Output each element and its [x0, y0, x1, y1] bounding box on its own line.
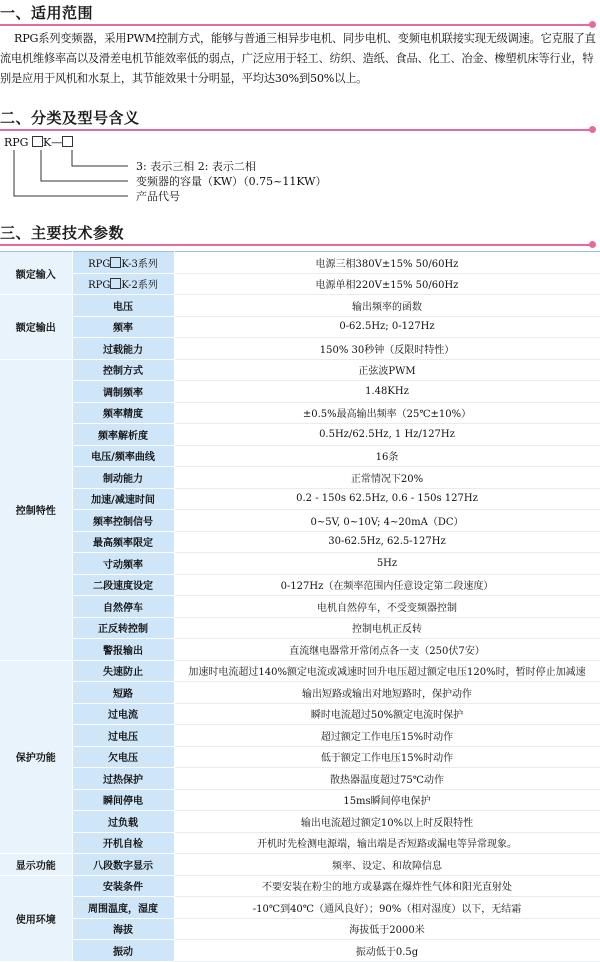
parameter-cell: 寸动频率 — [72, 553, 174, 575]
table-row — [0, 574, 600, 596]
table-row — [0, 660, 600, 682]
table-row — [0, 531, 600, 553]
value-cell: 正弦波PWM — [174, 359, 600, 381]
value-cell: 电机自然停车，不受变频器控制 — [174, 596, 600, 618]
section-header-scope — [0, 2, 600, 23]
spec-table — [0, 251, 600, 962]
parameter-cell — [72, 273, 174, 295]
value-cell: 输出电流超过额定10%以上时反限特性 — [174, 811, 600, 833]
parameter-cell: 自然停车 — [72, 596, 174, 618]
table-row — [0, 617, 600, 639]
value-cell: 输出频率的函数 — [174, 295, 600, 317]
value-cell: 0-127Hz（在频率范围内任意设定第二段速度） — [174, 574, 600, 596]
model-box — [110, 278, 121, 289]
value-cell: 电源三相380V±15% 50/60Hz — [174, 252, 600, 274]
category-cell: 额定输出 — [0, 295, 72, 360]
model-box — [62, 136, 73, 147]
model-line-product-code: 产品代号 — [136, 190, 180, 203]
table-row — [0, 811, 600, 833]
value-cell: 频率、设定、和故障信息 — [174, 854, 600, 876]
value-cell: -10℃到40℃（通风良好）；90%（相对湿度）以下，无结霜 — [174, 897, 600, 919]
divider — [0, 244, 592, 246]
value-cell: 加速时电流超过140%额定电流或减速时回升电压超过额定电压120%时，暂时停止加减速 — [174, 660, 600, 682]
model-bracket-lines — [0, 148, 140, 203]
parameter-cell: 海拔 — [72, 918, 174, 940]
table-row — [0, 510, 600, 532]
parameter-cell: 频率 — [72, 316, 174, 338]
table-row — [0, 402, 600, 424]
parameter-cell: 调制频率 — [72, 381, 174, 403]
parameter-cell: 过载能力 — [72, 338, 174, 360]
parameter-cell — [72, 252, 174, 274]
parameter-cell: 周围温度，湿度 — [72, 897, 174, 919]
section-title: 三、主要技术参数 — [0, 224, 125, 242]
model-suffix: K-2系列 — [121, 280, 158, 292]
divider-dot — [589, 21, 596, 28]
parameter-cell: 频率控制信号 — [72, 510, 174, 532]
parameter-cell: 瞬间停电 — [72, 789, 174, 811]
value-cell: 瞬时电流超过50%额定电流时保护 — [174, 703, 600, 725]
table-row — [0, 940, 600, 962]
section-title: 二、分类及型号含义 — [0, 109, 140, 127]
value-cell: ±0.5%最高输出频率（25℃±10%） — [174, 402, 600, 424]
value-cell: 0.5Hz/62.5Hz, 1 Hz/127Hz — [174, 424, 600, 446]
value-cell: 5Hz — [174, 553, 600, 575]
table-row — [0, 897, 600, 919]
parameter-cell: 频率解析度 — [72, 424, 174, 446]
category-cell: 控制特性 — [0, 359, 72, 660]
value-cell: 散热器温度超过75℃动作 — [174, 768, 600, 790]
parameter-cell: 制动能力 — [72, 467, 174, 489]
table-row — [0, 703, 600, 725]
parameter-cell: 欠电压 — [72, 746, 174, 768]
table-row — [0, 832, 600, 854]
category-cell: 保护功能 — [0, 660, 72, 854]
table-row — [0, 875, 600, 897]
divider — [0, 24, 592, 26]
parameter-cell: 振动 — [72, 940, 174, 962]
section-header-model — [0, 107, 600, 128]
value-cell: 30-62.5Hz, 62.5-127Hz — [174, 531, 600, 553]
model-line-phase: 3: 表示三相 2: 表示二相 — [136, 160, 256, 173]
model-prefix: RPG — [88, 258, 111, 270]
table-row — [0, 596, 600, 618]
value-cell: 海拔低于2000米 — [174, 918, 600, 940]
model-k: K — [42, 136, 52, 149]
model-prefix: RPG — [4, 136, 29, 149]
value-cell: 0.2 - 150s 62.5Hz, 0.6 - 150s 127Hz — [174, 488, 600, 510]
table-row — [0, 854, 600, 876]
table-row — [0, 639, 600, 661]
value-cell: 0~5V, 0~10V; 4~20mA（DC） — [174, 510, 600, 532]
table-row — [0, 682, 600, 704]
value-cell: 正常情况下20% — [174, 467, 600, 489]
table-row — [0, 316, 600, 338]
parameter-cell: 过电流 — [72, 703, 174, 725]
divider-dot — [589, 241, 596, 248]
parameter-cell: 过热保护 — [72, 768, 174, 790]
table-row — [0, 273, 600, 295]
model-box — [32, 136, 43, 147]
table-row — [0, 488, 600, 510]
model-prefix: RPG — [88, 280, 111, 292]
model-dash: — — [51, 136, 63, 149]
parameter-cell: 控制方式 — [72, 359, 174, 381]
table-row — [0, 252, 600, 274]
value-cell: 16条 — [174, 445, 600, 467]
category-cell: 显示功能 — [0, 854, 72, 876]
parameter-cell: 警报输出 — [72, 639, 174, 661]
section-header-specs — [0, 222, 600, 243]
parameter-cell: 最高频率限定 — [72, 531, 174, 553]
parameter-cell: 电压 — [72, 295, 174, 317]
divider-dot — [589, 126, 596, 133]
table-row — [0, 789, 600, 811]
value-cell: 超过额定工作电压15%时动作 — [174, 725, 600, 747]
value-cell: 0-62.5Hz; 0-127Hz — [174, 316, 600, 338]
intro-paragraph: RPG系列变频器，采用PWM控制方式，能够与普通三相异步电机、同步电机、变频电机联接实现无级调速。它克服了直流电机维修率高以及滑差电机节能效率低的弱点，广泛应用于轻工、纺织、造纸、食品、化工、冶金、橡塑机床等行业，特别是应用于风机和水泵上，其节能效果十分明显，平均达30%到50%以上。 — [0, 32, 596, 85]
parameter-cell: 频率精度 — [72, 402, 174, 424]
value-cell: 振动低于0.5g — [174, 940, 600, 962]
parameter-cell: 短路 — [72, 682, 174, 704]
value-cell: 不要安装在粉尘的地方或暴露在爆炸性气体和阳光直射处 — [174, 875, 600, 897]
category-cell: 使用环境 — [0, 875, 72, 961]
value-cell: 1.48KHz — [174, 381, 600, 403]
parameter-cell: 开机自检 — [72, 832, 174, 854]
model-suffix: K-3系列 — [121, 258, 158, 270]
value-cell: 150% 30秒钟（反限时特性） — [174, 338, 600, 360]
table-row — [0, 381, 600, 403]
table-row — [0, 295, 600, 317]
divider — [0, 129, 592, 131]
parameter-cell: 失速防止 — [72, 660, 174, 682]
value-cell: 电源单相220V±15% 50/60Hz — [174, 273, 600, 295]
value-cell: 直流继电器常开常闭点各一支（250伏7安） — [174, 639, 600, 661]
parameter-cell: 加速/减速时间 — [72, 488, 174, 510]
value-cell: 输出短路或输出对地短路时，保护动作 — [174, 682, 600, 704]
table-row — [0, 338, 600, 360]
parameter-cell: 电压/频率曲线 — [72, 445, 174, 467]
value-cell: 低于额定工作电压15%时动作 — [174, 746, 600, 768]
parameter-cell: 八段数字显示 — [72, 854, 174, 876]
value-cell: 15ms瞬间停电保护 — [174, 789, 600, 811]
table-row — [0, 424, 600, 446]
model-line-capacity: 变频器的容量（KW）（0.75~11KW） — [136, 175, 327, 188]
table-row — [0, 918, 600, 940]
value-cell: 控制电机正反转 — [174, 617, 600, 639]
table-row — [0, 768, 600, 790]
table-row — [0, 467, 600, 489]
parameter-cell: 安装条件 — [72, 875, 174, 897]
category-cell: 额定输入 — [0, 252, 72, 295]
section-title: 一、适用范围 — [0, 4, 94, 22]
table-row — [0, 553, 600, 575]
parameter-cell: 过负载 — [72, 811, 174, 833]
table-row — [0, 445, 600, 467]
value-cell: 开机时先检测电源端，输出端是否短路或漏电等异常现象。 — [174, 832, 600, 854]
parameter-cell: 过电压 — [72, 725, 174, 747]
model-box — [110, 257, 121, 268]
table-row — [0, 746, 600, 768]
parameter-cell: 正反转控制 — [72, 617, 174, 639]
table-row — [0, 725, 600, 747]
table-row — [0, 359, 600, 381]
parameter-cell: 二段速度设定 — [72, 574, 174, 596]
